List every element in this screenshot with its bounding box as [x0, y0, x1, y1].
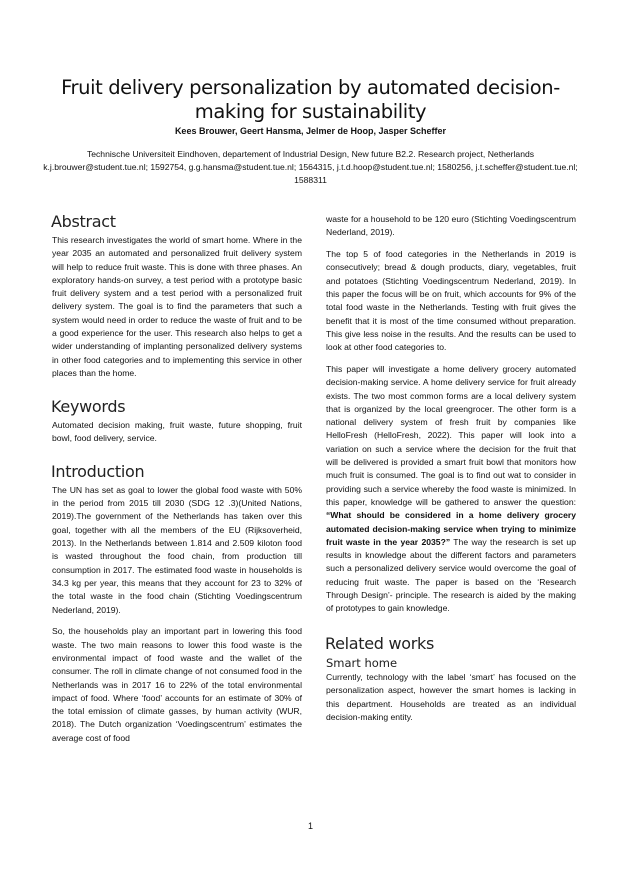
introduction-paragraph-4: The top 5 of food categories in the Netherlands in 2019 is consecutively; bread & dough products, diary, vegetables, fruit and potatoes (Stichting Voedingscentrum Nederland, 2019). In this paper the focus will be on fruit, which accounts for 9% of the total food waste in the Netherlands. Testing with fruit gives the benefit that it is most of the time consumed without preparation. This give less noise in the results. And the results can be used to look at other food categories to. — [326, 249, 576, 353]
keywords-text: Automated decision making, fruit waste, future shopping, fruit bowl, food delivery, service. — [52, 419, 302, 444]
introduction-paragraph-1: The UN has set as goal to lower the global food waste with 50% in the period from 2015 till 2030 (SDG 12 .3)(United Nations, 2019).The government of the Netherlands has taken over this goal, together with all the members of the EU (Rijksoverheid, 2013). In the Netherlands between 1.814 and 2.509 kiloton food is wasted throughout the food chain, from production till consumption in 2017. The estimated food waste in households is 34.3 kg per year, this means that they account for 23 to 32% of the total waste in the food chain (Stichting Voedingscentrum Nederland, 2019). — [52, 484, 302, 615]
paragraph-text: This paper will investigate a home delivery grocery automated decision-making service. A home delivery service for fruit already exists. The two most common forms are a local delivery system that is organized by the local greengrocer. The other form is a national delivery system of fresh fruit by companies like HelloFresh (HelloFresh, 2022). This paper will look into a variation on such a service where the decision for the fruit that will be delivered is provided a smart fruit bowl that monitors how much fruit is consumed. The goal is to find out wat to consider in providing such a service whereby the food waste is minimized. In this paper, knowledge will be gathered to answer the question: — [326, 363, 576, 507]
introduction-paragraph-5 — [326, 363, 576, 616]
affiliation-emails: k.j.brouwer@student.tue.nl; 1592754, g.g.hansma@student.tue.nl; 1564315, j.t.d.hoop@student.tue.nl; 1580256, j.t.scheffer@student.tue.nl; 1588311 — [43, 162, 578, 185]
introduction-paragraph-3: waste for a household to be 120 euro (Stichting Voedingscentrum Nederland, 2019). — [326, 214, 576, 238]
introduction-paragraph-2: So, the households play an important part in lowering this food waste. The two main reasons to lower this food waste is the environmental impact of food waste and the wallet of the consumer. The roll in climate change of not consumed food in the Netherlands was in 2017 16 to 22% of the total environmental impact of food. Where ‘food’ accounts for an estimate of 30% of the total emission of climate gasses, by human activity (WUR, 2018). The Dutch organization ‘Voedingscentrum’ estimates the average cost of food — [52, 626, 302, 743]
introduction-heading: Introduction — [51, 461, 145, 481]
smart-home-text: Currently, technology with the label ‘smart’ has focused on the personalization aspect, however the smart homes is lacking in this department. Households are treated as an individual decision-making entity. — [326, 672, 576, 722]
smart-home-heading: Smart home — [326, 656, 398, 671]
related-works-heading: Related works — [325, 634, 435, 654]
abstract-heading: Abstract — [51, 212, 116, 231]
author-list: Kees Brouwer, Geert Hansma, Jelmer de Hoop, Jasper Scheffer — [174, 126, 447, 136]
paragraph-text: The way the research is set up results in knowledge about the different factors and parameters such a personalized delivery service would overcome the goal of reducing fruit waste. The paper is based on the ‘Research Through Design’- principle. The research is aided by the making of prototypes to gain knowledge. — [326, 536, 576, 614]
research-question: “What should be considered in a home delivery grocery automated decision-making service when trying to minimize fruit waste in the year 2035?” — [326, 510, 576, 547]
page-number: 1 — [307, 821, 313, 831]
abstract-text: This research investigates the world of smart home. Where in the year 2035 an automated and personalized fruit delivery system will help to reduce fruit waste. This is done with three phases. An exploratory hands-on survey, a test period with a prototype basic fruit delivery system and a test period with a personalized fruit delivery system. The goal is to find the parameters that such a system would need in order to reduce the waste of fruit and to be a good experience for the user. This research also helps to get a wider understanding of implanting personalized delivery systems in other food categories and to implementing this service in other places than the home. — [52, 235, 302, 378]
affiliation-institution: Technische Universiteit Eindhoven, departement of Industrial Design, New future B2.2. Research project, Netherlands — [86, 149, 535, 159]
affiliation-block — [40, 148, 581, 187]
keywords-heading: Keywords — [51, 396, 126, 416]
right-column — [326, 213, 576, 733]
left-column — [52, 212, 302, 754]
paper-title: Fruit delivery personalization by automated decision-making for sustainability — [61, 76, 560, 123]
